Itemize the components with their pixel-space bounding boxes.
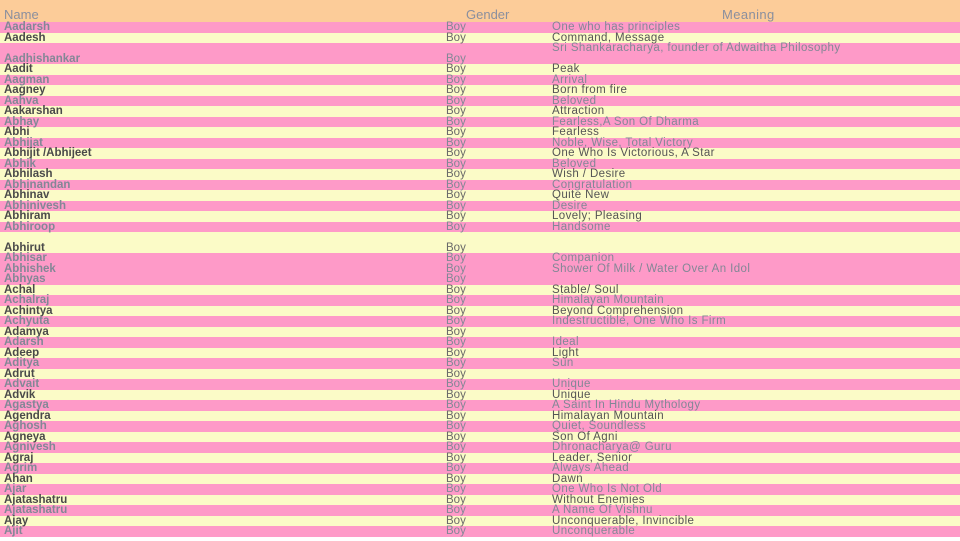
cell-meaning: Beloved [552, 94, 597, 107]
cell-gender: Boy [446, 483, 466, 495]
cell-gender: Boy [446, 409, 466, 422]
cell-name: Abhirut [4, 241, 45, 254]
cell-name: Abhijit /Abhijeet [4, 147, 92, 159]
table-row [0, 327, 960, 338]
cell-name: Abhay [4, 115, 40, 128]
table-row [0, 201, 960, 212]
cell-meaning: Unconquerable, Invincible [552, 514, 695, 527]
cell-gender: Boy [446, 210, 466, 222]
table-row [0, 358, 960, 369]
cell-name: Ajar [4, 483, 27, 495]
cell-meaning: Shower Of Milk / Water Over An Idol [552, 262, 751, 275]
cell-name: Abhiroop [4, 220, 56, 233]
table-row [0, 138, 960, 149]
cell-meaning: A Saint In Hindu Mythology [552, 399, 701, 411]
cell-gender: Boy [446, 504, 466, 516]
cell-gender: Boy [446, 241, 466, 254]
cell-gender: Boy [446, 462, 466, 474]
cell-gender: Boy [446, 388, 466, 401]
cell-name: Abhisar [4, 252, 47, 264]
cell-name: Aahva [4, 94, 39, 107]
cell-gender: Boy [446, 430, 466, 443]
cell-meaning: Unconquerable [552, 525, 636, 537]
cell-name: Aghosh [4, 420, 47, 432]
cell-name: Agrim [4, 462, 38, 474]
table-row [0, 222, 960, 233]
cell-meaning: Quite New [552, 189, 610, 201]
table-row [0, 43, 960, 64]
cell-gender: Boy [446, 525, 466, 537]
cell-name: Aadesh [4, 31, 46, 44]
table-row [0, 64, 960, 75]
cell-meaning: A Name Of Vishnu [552, 504, 653, 516]
cell-gender: Boy [446, 52, 466, 65]
cell-meaning: Peak [552, 63, 580, 75]
header-gender: Gender [466, 7, 510, 22]
cell-meaning: Noble, Wise, Total Victory [552, 136, 693, 149]
cell-meaning: Indestructible, One Who Is Firm [552, 315, 727, 327]
table-row [0, 106, 960, 117]
cell-meaning [552, 274, 960, 285]
cell-name: Agneya [4, 430, 46, 443]
cell-meaning: Dawn [552, 472, 584, 485]
table-row [0, 453, 960, 464]
cell-name: Advik [4, 388, 36, 401]
cell-name: Aadhishankar [4, 52, 81, 65]
cell-gender: Boy [446, 73, 466, 86]
cell-meaning: Sun [552, 357, 574, 369]
cell-name: Adarsh [4, 336, 44, 348]
cell-gender: Boy [446, 399, 466, 411]
cell-name: Abhyas [4, 273, 46, 285]
table-row [0, 484, 960, 495]
cell-name: Adeep [4, 346, 40, 359]
table-row [0, 253, 960, 264]
cell-gender: Boy [446, 294, 466, 306]
cell-gender: Boy [446, 378, 466, 390]
cell-name: Aagney [4, 84, 46, 96]
cell-name: Abhiram [4, 210, 51, 222]
cell-gender: Boy [446, 346, 466, 359]
cell-meaning: Congratulation [552, 178, 633, 191]
cell-gender: Boy [446, 304, 466, 317]
cell-gender: Boy [446, 168, 466, 180]
cell-meaning: Stable/ Soul [552, 283, 619, 296]
table-row [0, 516, 960, 527]
cell-name: Abhijat [4, 136, 43, 149]
cell-gender: Boy [446, 367, 466, 380]
cell-name: Adrut [4, 367, 35, 380]
table-row [0, 85, 960, 96]
cell-gender: Boy [446, 21, 466, 33]
cell-gender: Boy [446, 136, 466, 149]
table-row [0, 127, 960, 138]
table-header [0, 0, 960, 22]
cell-gender: Boy [446, 262, 466, 275]
table-row [0, 348, 960, 359]
table-row [0, 232, 960, 253]
cell-meaning: One Who Is Victorious, A Star [552, 147, 715, 159]
cell-gender: Boy [446, 325, 466, 338]
cell-meaning: Himalayan Mountain [552, 409, 665, 422]
cell-name: Achintya [4, 304, 53, 317]
cell-meaning: Fearless [552, 126, 600, 138]
cell-name: Achal [4, 283, 36, 296]
cell-gender: Boy [446, 472, 466, 485]
cell-gender: Boy [446, 441, 466, 453]
cell-name: Ajatashatru [4, 504, 68, 516]
cell-name: Agastya [4, 399, 49, 411]
cell-name: Agnivesh [4, 441, 56, 453]
cell-meaning: Born from fire [552, 84, 628, 96]
cell-gender: Boy [446, 514, 466, 527]
table-row [0, 274, 960, 285]
cell-meaning: Command, Message [552, 31, 665, 44]
cell-gender: Boy [446, 220, 466, 233]
cell-name: Abhinandan [4, 178, 71, 191]
cell-name: Ajay [4, 514, 29, 527]
cell-meaning: Arrival [552, 73, 588, 86]
table-row [0, 411, 960, 422]
table-row [0, 306, 960, 317]
cell-gender: Boy [446, 199, 466, 212]
cell-meaning [552, 369, 960, 380]
cell-meaning: Himalayan Mountain [552, 294, 665, 306]
cell-gender: Boy [446, 420, 466, 432]
cell-name: Abhinav [4, 189, 50, 201]
table-row [0, 505, 960, 516]
cell-meaning: Unique [552, 378, 591, 390]
cell-name: Agraj [4, 451, 34, 464]
table-row [0, 495, 960, 506]
cell-meaning: Lovely; Pleasing [552, 210, 643, 222]
cell-name: Ajit [4, 525, 23, 537]
cell-name: Abhi [4, 126, 30, 138]
cell-name: Adamya [4, 325, 49, 338]
cell-meaning: Beyond Comprehension [552, 304, 684, 317]
table-row [0, 421, 960, 432]
cell-meaning: Dhronacharya@ Guru [552, 441, 672, 453]
header-meaning: Meaning [722, 7, 775, 22]
table-row [0, 337, 960, 348]
cell-name: Ahan [4, 472, 33, 485]
cell-meaning [552, 327, 960, 338]
cell-meaning: Desire [552, 199, 588, 212]
cell-meaning: Leader, Senior [552, 451, 633, 464]
table-row [0, 117, 960, 128]
table-row [0, 22, 960, 33]
cell-name: Aagman [4, 73, 50, 86]
cell-gender: Boy [446, 94, 466, 107]
cell-gender: Boy [446, 126, 466, 138]
table-row [0, 211, 960, 222]
cell-name: Aadit [4, 63, 33, 75]
table-row [0, 295, 960, 306]
table-row [0, 264, 960, 275]
cell-name: Aditya [4, 357, 40, 369]
cell-gender: Boy [446, 115, 466, 128]
table-row [0, 369, 960, 380]
table-body [0, 22, 960, 537]
cell-gender: Boy [446, 178, 466, 191]
cell-meaning: Handsome [552, 220, 611, 233]
table-row [0, 442, 960, 453]
table-row [0, 75, 960, 86]
cell-gender: Boy [446, 315, 466, 327]
cell-name: Ajatashatru [4, 493, 68, 506]
cell-name: Abhilash [4, 168, 53, 180]
table-row [0, 316, 960, 327]
cell-name: Abhinivesh [4, 199, 66, 212]
table-row [0, 169, 960, 180]
cell-gender: Boy [446, 273, 466, 285]
table-row [0, 190, 960, 201]
cell-meaning: One who has principles [552, 21, 681, 33]
cell-gender: Boy [446, 493, 466, 506]
cell-gender: Boy [446, 147, 466, 159]
cell-meaning: Always Ahead [552, 462, 630, 474]
cell-meaning: Unique [552, 388, 591, 401]
cell-gender: Boy [446, 336, 466, 348]
cell-gender: Boy [446, 283, 466, 296]
table-row [0, 390, 960, 401]
table-row [0, 463, 960, 474]
cell-gender: Boy [446, 63, 466, 75]
cell-meaning [552, 232, 960, 253]
cell-name: Agendra [4, 409, 51, 422]
cell-meaning: Light [552, 346, 579, 359]
cell-meaning: Companion [552, 252, 615, 264]
cell-gender: Boy [446, 157, 466, 170]
cell-meaning: Quiet, Soundless [552, 420, 646, 432]
cell-gender: Boy [446, 252, 466, 264]
cell-name: Abhishek [4, 262, 56, 275]
table-row [0, 285, 960, 296]
cell-meaning: Ideal [552, 336, 579, 348]
cell-name: Advait [4, 378, 40, 390]
cell-meaning: Sri Shankaracharya, founder of Adwaitha Philosophy [552, 42, 841, 54]
cell-gender: Boy [446, 31, 466, 44]
cell-gender: Boy [446, 357, 466, 369]
cell-name: Aadarsh [4, 21, 51, 33]
table-row [0, 96, 960, 107]
cell-meaning: One Who Is Not Old [552, 483, 663, 495]
cell-name: Abhik [4, 157, 36, 170]
cell-meaning: Without Enemies [552, 493, 645, 506]
cell-gender: Boy [446, 105, 466, 117]
cell-name: Achyuta [4, 315, 50, 327]
table-row [0, 180, 960, 191]
cell-meaning: Beloved [552, 157, 597, 170]
table-row [0, 148, 960, 159]
header-name: Name [4, 7, 39, 22]
table-row [0, 159, 960, 170]
table-row [0, 432, 960, 443]
cell-meaning: Fearless,A Son Of Dharma [552, 115, 700, 128]
table-row [0, 379, 960, 390]
cell-name: Aakarshan [4, 105, 63, 117]
cell-name: Achalraj [4, 294, 50, 306]
table-row [0, 526, 960, 537]
table-row [0, 474, 960, 485]
table-row [0, 400, 960, 411]
cell-meaning: Attraction [552, 105, 605, 117]
cell-gender: Boy [446, 84, 466, 96]
cell-gender: Boy [446, 189, 466, 201]
cell-gender: Boy [446, 451, 466, 464]
cell-meaning: Wish / Desire [552, 168, 626, 180]
cell-meaning: Son Of Agni [552, 430, 618, 443]
